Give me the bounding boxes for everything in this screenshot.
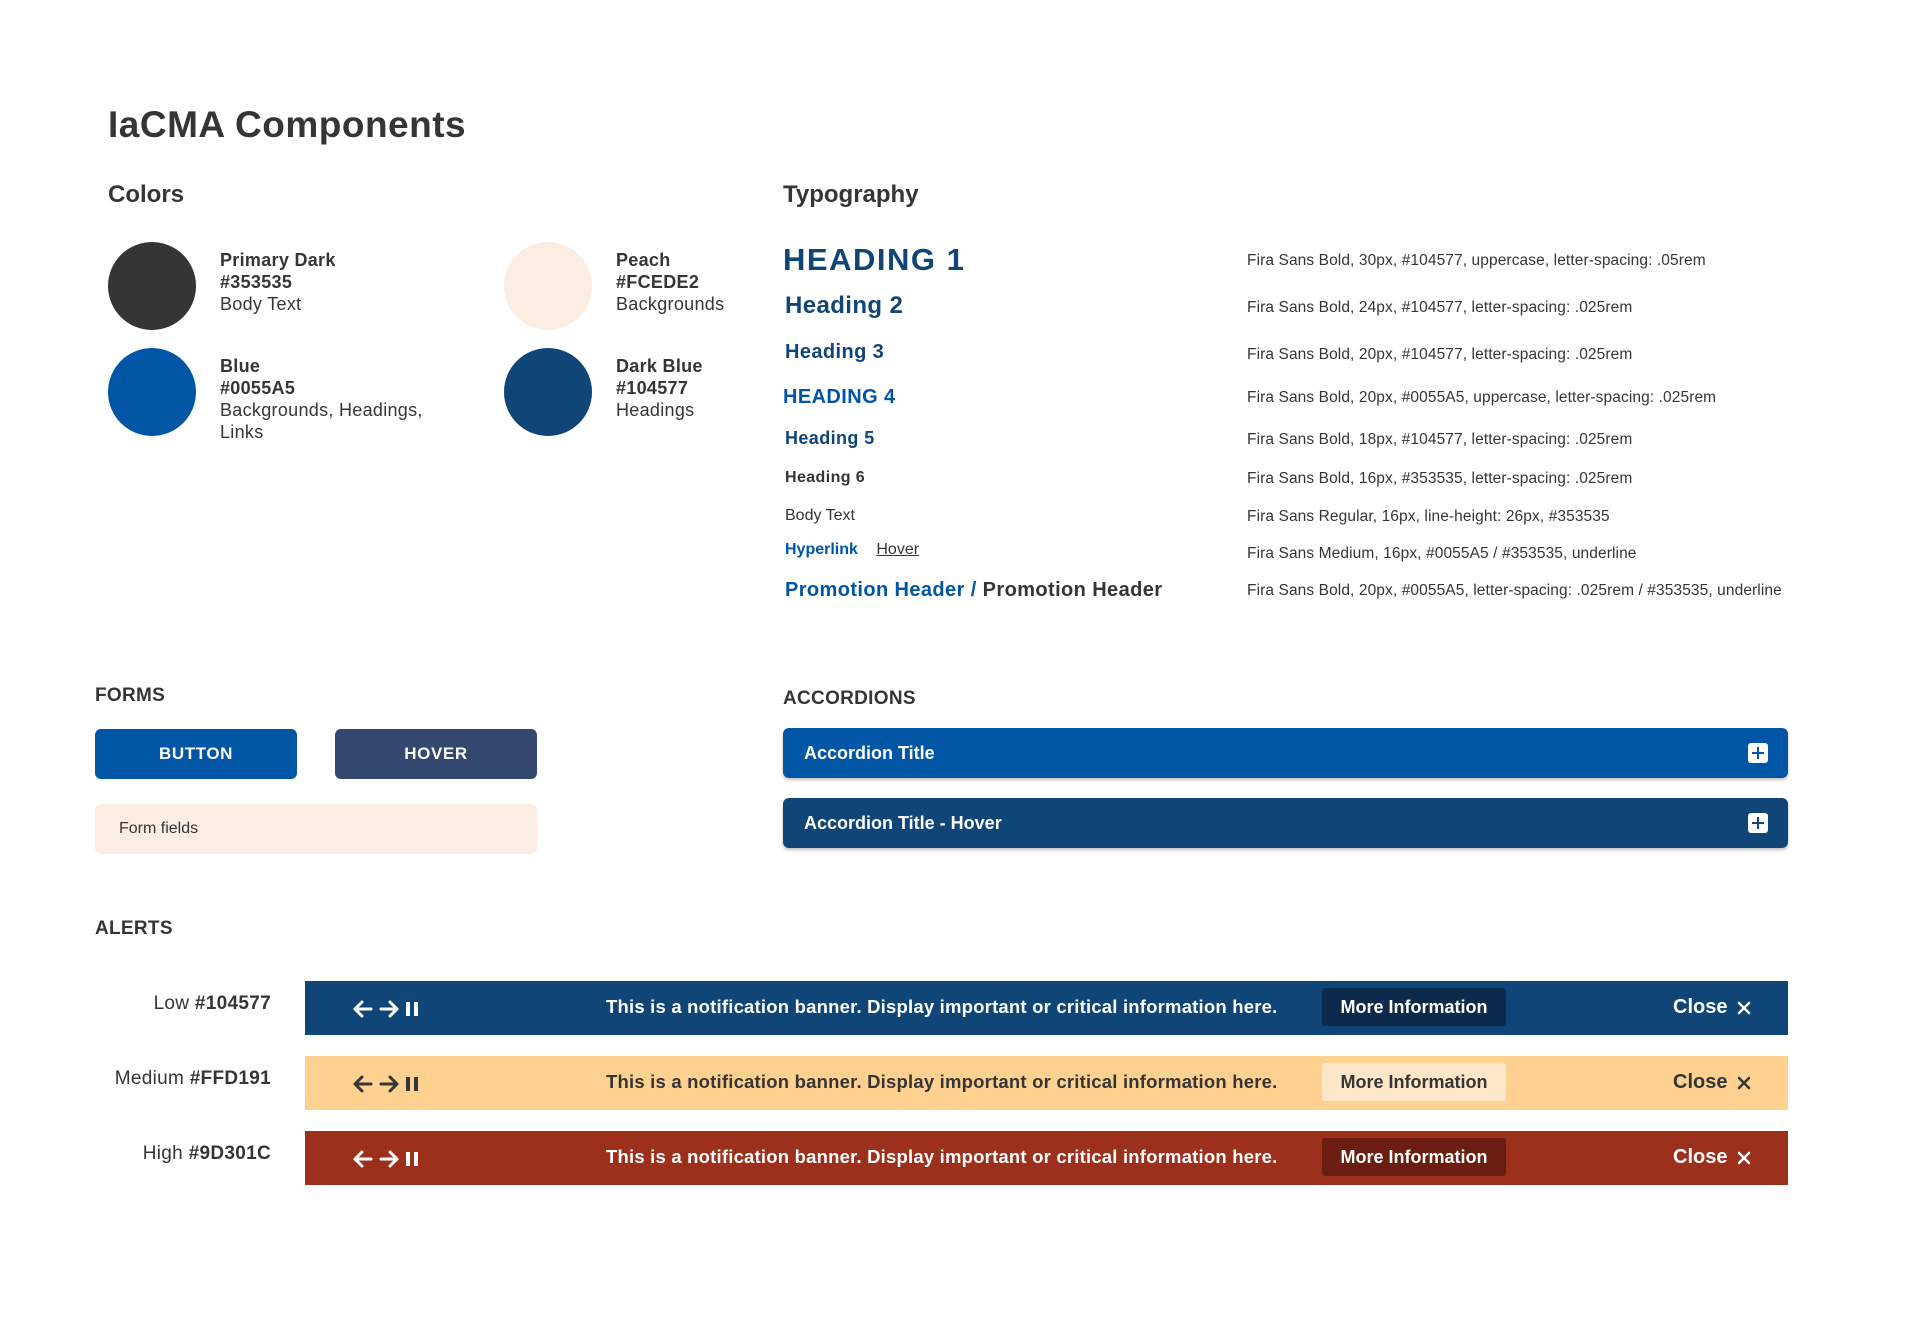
swatch-usage: Backgrounds [616, 294, 725, 314]
swatch-name: Blue [220, 356, 261, 376]
spec-body-text: Fira Sans Regular, 16px, line-height: 26px, #353535 [1247, 508, 1610, 525]
arrow-right-icon[interactable] [379, 1150, 399, 1168]
spec-promotion-header: Fira Sans Bold, 20px, #0055A5, letter-spacing: .025rem / #353535, underline [1247, 582, 1782, 599]
typography-heading: Typography [783, 181, 919, 208]
swatch-blue-info [220, 355, 423, 443]
swatch-hex: #104577 [616, 378, 689, 398]
spec-heading-4: Fira Sans Bold, 20px, #0055A5, uppercase, letter-spacing: .025rem [1247, 389, 1717, 406]
accordion-item-hover[interactable] [783, 798, 1788, 848]
hyperlink-sample[interactable]: Hyperlink [785, 541, 858, 558]
accordions-heading: ACCORDIONS [783, 688, 916, 709]
banner-message: This is a notification banner. Display important or critical information here. [606, 996, 1278, 1017]
swatch-usage-line2: Links [220, 422, 264, 442]
sample-heading-5: Heading 5 [785, 428, 875, 448]
banner-controls [353, 1073, 419, 1095]
close-button[interactable] [1673, 1146, 1751, 1169]
swatch-primary-dark-info [220, 249, 336, 315]
swatch-primary-dark [108, 242, 196, 330]
alert-hex: #104577 [194, 993, 271, 1014]
plus-icon[interactable] [1748, 813, 1768, 833]
swatch-peach [504, 242, 592, 330]
sample-heading-1: HEADING 1 [783, 242, 966, 277]
close-icon [1737, 1151, 1751, 1165]
alert-level: High [142, 1143, 184, 1164]
alert-label-high [143, 1143, 271, 1165]
banner-message: This is a notification banner. Display important or critical information here. [606, 1146, 1278, 1167]
close-icon [1737, 1076, 1751, 1090]
arrow-left-icon[interactable] [353, 1075, 373, 1093]
close-label: Close [1673, 1146, 1728, 1168]
swatch-hex: #0055A5 [220, 378, 296, 398]
swatch-usage: Body Text [220, 294, 302, 314]
alert-label-low [154, 993, 271, 1015]
sample-promotion-header [785, 579, 1162, 602]
banner-message: This is a notification banner. Display important or critical information here. [606, 1071, 1278, 1092]
pause-icon[interactable] [405, 1076, 419, 1092]
alert-banner-high [305, 1131, 1788, 1185]
close-icon [1737, 1001, 1751, 1015]
swatch-usage: Backgrounds, Headings, [220, 400, 423, 420]
primary-button[interactable]: BUTTON [95, 729, 297, 779]
alert-banner-medium [305, 1056, 1788, 1110]
spec-heading-3: Fira Sans Bold, 20px, #104577, letter-spacing: .025rem [1247, 346, 1633, 363]
promotion-header-hover-sample[interactable]: Promotion Header [982, 579, 1163, 601]
promotion-header-sample[interactable]: Promotion Header [785, 579, 965, 601]
alert-hex: #FFD191 [189, 1068, 271, 1089]
arrow-left-icon[interactable] [353, 1150, 373, 1168]
banner-controls [353, 998, 419, 1020]
spec-heading-5: Fira Sans Bold, 18px, #104577, letter-spacing: .025rem [1247, 431, 1633, 448]
page-title: IaCMA Components [108, 104, 467, 145]
banner-controls [353, 1148, 419, 1170]
swatch-name: Dark Blue [616, 356, 703, 376]
arrow-left-icon[interactable] [353, 1000, 373, 1018]
primary-button-hover[interactable]: HOVER [335, 729, 537, 779]
swatch-hex: #353535 [220, 272, 293, 292]
close-label: Close [1673, 1071, 1728, 1093]
pause-icon[interactable] [405, 1001, 419, 1017]
swatch-hex: #FCEDE2 [616, 272, 700, 292]
spec-heading-6: Fira Sans Bold, 16px, #353535, letter-spacing: .025rem [1247, 470, 1633, 487]
alert-banner-low [305, 981, 1788, 1035]
sample-heading-4: HEADING 4 [783, 386, 896, 408]
forms-heading: FORMS [95, 685, 166, 706]
more-information-button[interactable]: More Information [1322, 1138, 1506, 1176]
promotion-header-separator: / [970, 579, 977, 601]
sample-body-text: Body Text [785, 507, 855, 524]
spec-heading-2: Fira Sans Bold, 24px, #104577, letter-spacing: .025rem [1247, 299, 1633, 316]
hyperlink-hover-sample[interactable]: Hover [876, 541, 920, 558]
spec-hyperlink: Fira Sans Medium, 16px, #0055A5 / #353535, underline [1247, 545, 1637, 562]
arrow-right-icon[interactable] [379, 1000, 399, 1018]
alert-level: Medium [114, 1068, 185, 1089]
accordion-title: Accordion Title [804, 742, 935, 763]
close-button[interactable] [1673, 996, 1751, 1019]
sample-heading-2: Heading 2 [785, 292, 904, 319]
accordion-title: Accordion Title - Hover [804, 812, 1002, 833]
swatch-peach-info [616, 249, 724, 315]
form-field-input[interactable]: Form fields [95, 804, 537, 854]
alert-level: Low [153, 993, 190, 1014]
arrow-right-icon[interactable] [379, 1075, 399, 1093]
accordion-item[interactable] [783, 728, 1788, 778]
colors-heading: Colors [108, 181, 185, 208]
sample-heading-3: Heading 3 [785, 341, 885, 363]
sample-hyperlink [785, 541, 919, 559]
swatch-dark-blue [504, 348, 592, 436]
alerts-heading: ALERTS [95, 918, 173, 939]
swatch-usage: Headings [616, 400, 695, 420]
sample-heading-6: Heading 6 [785, 469, 866, 486]
close-label: Close [1673, 996, 1728, 1018]
close-button[interactable] [1673, 1071, 1751, 1094]
swatch-name: Peach [616, 250, 671, 270]
swatch-name: Primary Dark [220, 250, 336, 270]
swatch-blue [108, 348, 196, 436]
alert-label-medium [115, 1068, 271, 1090]
more-information-button[interactable]: More Information [1322, 988, 1506, 1026]
plus-icon[interactable] [1748, 743, 1768, 763]
more-information-button[interactable]: More Information [1322, 1063, 1506, 1101]
spec-heading-1: Fira Sans Bold, 30px, #104577, uppercase, letter-spacing: .05rem [1247, 252, 1706, 269]
alert-hex: #9D301C [188, 1143, 271, 1164]
swatch-dark-blue-info [616, 355, 703, 421]
pause-icon[interactable] [405, 1151, 419, 1167]
